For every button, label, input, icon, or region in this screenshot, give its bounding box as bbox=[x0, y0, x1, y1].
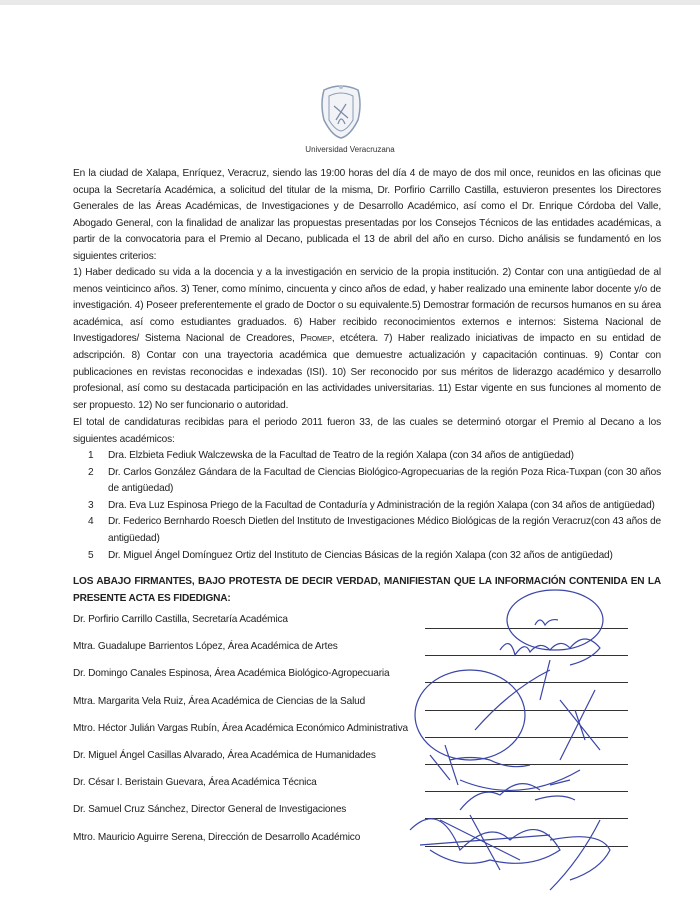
criteria-paragraph bbox=[73, 265, 661, 414]
signer-name: Mtra. Margarita Vela Ruiz, Área Académica de Ciencias de la Salud bbox=[73, 695, 366, 707]
promep-text: Promep bbox=[300, 333, 332, 345]
handwritten-signatures bbox=[400, 570, 660, 900]
signer-name: Dr. Miguel Ángel Casillas Alvarado, Área Académica de Humanidades bbox=[73, 750, 376, 761]
signer-name: Dr. Samuel Cruz Sánchez, Director General de Investigaciones bbox=[73, 804, 347, 816]
signer-name: Mtro. Mauricio Aguirre Serena, Dirección de Desarrollo Académico bbox=[73, 831, 361, 843]
item-text: Dra. Elzbieta Fediuk Walczewska de la Facultad de Teatro de la región Xalapa (con 34 años de antigüedad) bbox=[108, 450, 574, 461]
criteria-text: 1) Haber dedicado su vida a la docencia y a la investigación en servicio de la propia institución. 2) Contar con una antigüedad de al menos veinticinco años. 3) Tener, como mínimo, cincuenta y cinco años de edad, y haber realizado una eminente labor docente y/o de investigación. 4) Poseer preferentemente el grado de Doctor o su equivalente.5) Demostrar formación de recursos humanos en su área académica, así como estudiantes graduados. 6) Haber recibido reconocimientos externos e internos: Sistema Nacional de Investigadores/ Sistema Nacional de Creadores, bbox=[73, 267, 661, 345]
scan-edge bbox=[0, 0, 700, 5]
list-item bbox=[88, 448, 661, 465]
item-number: 4 bbox=[88, 516, 94, 528]
item-number: 5 bbox=[88, 549, 94, 561]
item-text: Dr. Federico Bernhardo Roesch Dietlen del Instituto de Investigaciones Médico Biológicas de la región Veracruz(con 43 años de antigüedad) bbox=[108, 516, 661, 544]
university-seal-logo bbox=[318, 84, 364, 140]
declaration: LOS ABAJO FIRMANTES, BAJO PROTESTA DE DECIR VERDAD, MANIFIESTAN QUE LA INFORMACIÓN CONTENIDA EN LA PRESENTE ACTA ES FIDEDIGNA: bbox=[73, 576, 661, 604]
list-item bbox=[88, 548, 661, 565]
list-item bbox=[88, 514, 661, 547]
institution-name: Universidad Veracruzana bbox=[305, 145, 395, 154]
awardee-list bbox=[88, 448, 661, 564]
signer-name: Dr. César I. Beristain Guevara, Área Académica Técnica bbox=[73, 777, 317, 789]
intro-paragraph: En la ciudad de Xalapa, Enríquez, Veracruz, siendo las 19:00 horas del día 4 de mayo de dos mil once, reunidos en las oficinas que ocupa la Secretaría Académica, a solicitud del titular de la misma, Dr. Porfirio Carrillo Castilla, estuvieron presentes los Directores Generales de las Áreas Académicas, de Investigaciones y de Desarrollo Académico, así como el Dr. Enrique Córdoba del Valle, Abogado General, con la finalidad de analizar las propuestas presentadas por los Consejos Técnicos de las entidades académicas, a partir de la convocatoria para el Premio al Decano, publicada el 13 de abril del año en curso. Dicho análisis se fundamentó en los siguientes criterios: bbox=[73, 168, 661, 262]
signer-name: Mtra. Guadalupe Barrientos López, Área Académica de Artes bbox=[73, 641, 338, 653]
total-paragraph: El total de candidaturas recibidas para el periodo 2011 fueron 33, de las cuales se determinó otorgar el Premio al Decano a los siguientes académicos: bbox=[73, 417, 661, 445]
item-number: 3 bbox=[88, 499, 94, 511]
item-number: 2 bbox=[88, 466, 94, 478]
signer-name: Dr. Porfirio Carrillo Castilla, Secretaría Académica bbox=[73, 614, 288, 625]
item-text: Dr. Miguel Ángel Domínguez Ortiz del Instituto de Ciencias Básicas de la región Xalapa (con 32 años de antigüedad) bbox=[108, 549, 613, 561]
signer-name: Dr. Domingo Canales Espinosa, Área Académica Biológico-Agropecuaria bbox=[73, 668, 390, 680]
list-item bbox=[88, 465, 661, 498]
item-text: Dra. Eva Luz Espinosa Priego de la Facultad de Contaduría y Administración de la región Xalapa (con 34 años de antigüedad) bbox=[108, 499, 655, 511]
signer-name: Mtro. Héctor Julián Vargas Rubín, Área Académica Económico Administrativa bbox=[73, 722, 409, 734]
list-item bbox=[88, 498, 661, 515]
item-number: 1 bbox=[88, 450, 94, 461]
item-text: Dr. Carlos González Gándara de la Facultad de Ciencias Biológico-Agropecuarias de la región Poza Rica-Tuxpan (con 30 años de antigüedad) bbox=[108, 466, 661, 495]
criteria-text-cont: , etcétera. 7) Haber realizado iniciativas de impacto en su entidad de adscripción. 8) Contar con una trayectoria académica que demuestre actualización y capacitación continuas. 9) Contar con publicaciones en revistas reconocidas e indexadas (ISI). 10) Ser reconocido por sus méritos de liderazgo académico y desarrollo profesional, así como su destacada participación en las actividades universitarias. 11) Estar vigente en sus funciones al momento de ser propuesto. 12) No ser funcionario o autoridad. bbox=[73, 333, 661, 411]
